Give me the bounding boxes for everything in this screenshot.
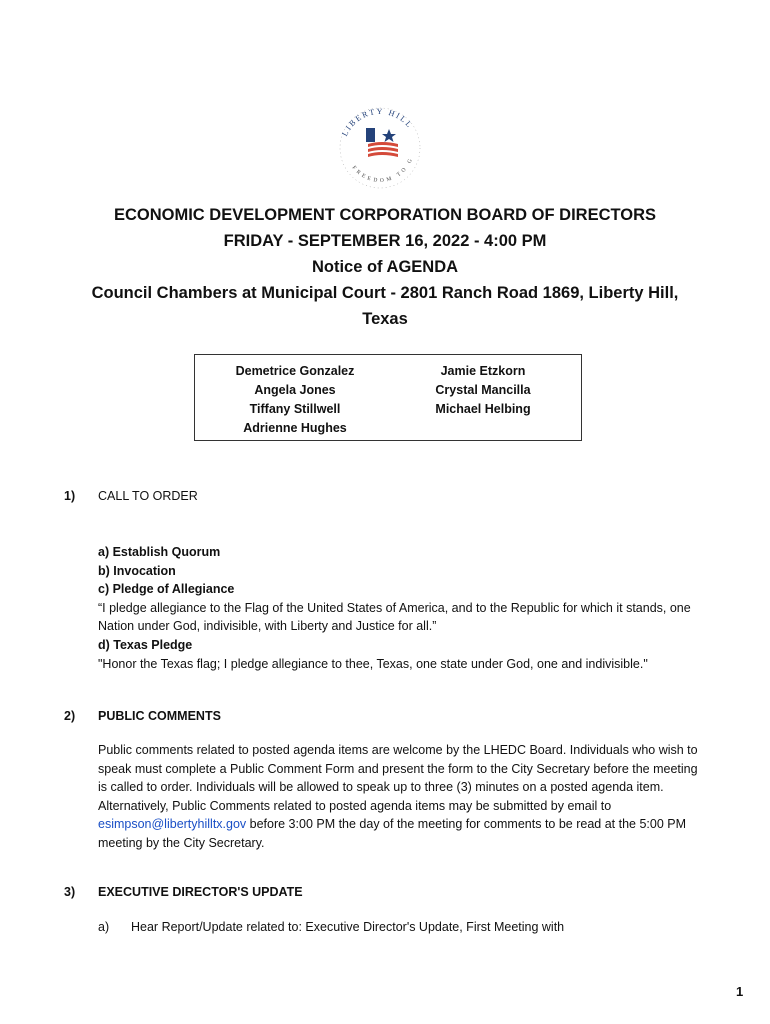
agenda-header xyxy=(40,202,730,332)
section-number: 3) xyxy=(64,885,76,899)
texas-pledge-text: "Honor the Texas flag; I pledge allegiance to thee, Texas, one state under God, one and indivisible." xyxy=(98,656,648,671)
email-link[interactable]: esimpson@libertyhilltx.gov xyxy=(98,817,247,832)
members-right-column xyxy=(403,362,563,419)
item-invocation: b) Invocation xyxy=(98,563,176,578)
item-pledge-allegiance: c) Pledge of Allegiance xyxy=(98,582,235,597)
logo-ring-top: LIBERTY HILL xyxy=(340,106,415,138)
header-title: ECONOMIC DEVELOPMENT CORPORATION BOARD OF DIRECTORS xyxy=(113,206,657,224)
item-establish-quorum: a) Establish Quorum xyxy=(98,545,221,559)
header-location: Council Chambers at Municipal Court - 2801 Ranch Road 1869, Liberty Hill, xyxy=(91,284,679,302)
liberty-hill-logo xyxy=(330,98,430,198)
page-number: 1 xyxy=(736,984,744,999)
public-comments-text xyxy=(98,741,698,853)
pledge-text: “I pledge allegiance to the Flag of the United States of America, and to the Republic for which it stands, one Nation under God, indivisible, with Liberty and Justice for all.” xyxy=(98,600,691,634)
section-title: EXECUTIVE DIRECTOR'S UPDATE xyxy=(98,885,303,899)
public-comments-body-end: before 3:00 PM the day of the meeting for comments to be read at the 5:00 PM meeting by the City Secretary. xyxy=(98,817,687,850)
section-number: 2) xyxy=(64,709,76,723)
member-name: Jamie Etzkorn xyxy=(440,364,526,378)
board-members-box xyxy=(194,354,582,441)
member-name: Crystal Mancilla xyxy=(435,383,531,397)
subitem-text: Hear Report/Update related to: Executive Director's Update, First Meeting with xyxy=(131,920,565,934)
section-title: CALL TO ORDER xyxy=(98,489,198,503)
item-texas-pledge: d) Texas Pledge xyxy=(98,637,193,652)
member-name: Demetrice Gonzalez xyxy=(235,364,355,378)
header-location-cont: Texas xyxy=(362,310,408,328)
call-to-order-items xyxy=(98,543,698,673)
member-name: Adrienne Hughes xyxy=(243,421,347,435)
section-number: 1) xyxy=(64,489,76,503)
public-comments-body: Public comments related to posted agenda items are welcome by the LHEDC Board. Individuals who wish to speak must complete a Public Comment Form and present the form to the City Secretary before the meeting is called to order. Individuals will be allowed to speak up to three (3) minutes on a posted agenda item. Alternatively, Public Comments related to posted agenda items may be submitted by email to xyxy=(98,743,698,813)
member-name: Angela Jones xyxy=(254,383,336,397)
header-date: FRIDAY - SEPTEMBER 16, 2022 - 4:00 PM xyxy=(223,232,547,250)
svg-text:LIBERTY HILL xyxy=(340,107,415,138)
header-notice: Notice of AGENDA xyxy=(311,258,459,276)
member-name: Michael Helbing xyxy=(435,402,531,416)
section-title: PUBLIC COMMENTS xyxy=(98,709,221,723)
logo-ring-bottom: FREEDOM TO G xyxy=(350,155,415,184)
subitem-number: a) xyxy=(98,920,110,934)
member-name: Tiffany Stillwell xyxy=(249,402,341,416)
members-left-column xyxy=(215,362,375,438)
